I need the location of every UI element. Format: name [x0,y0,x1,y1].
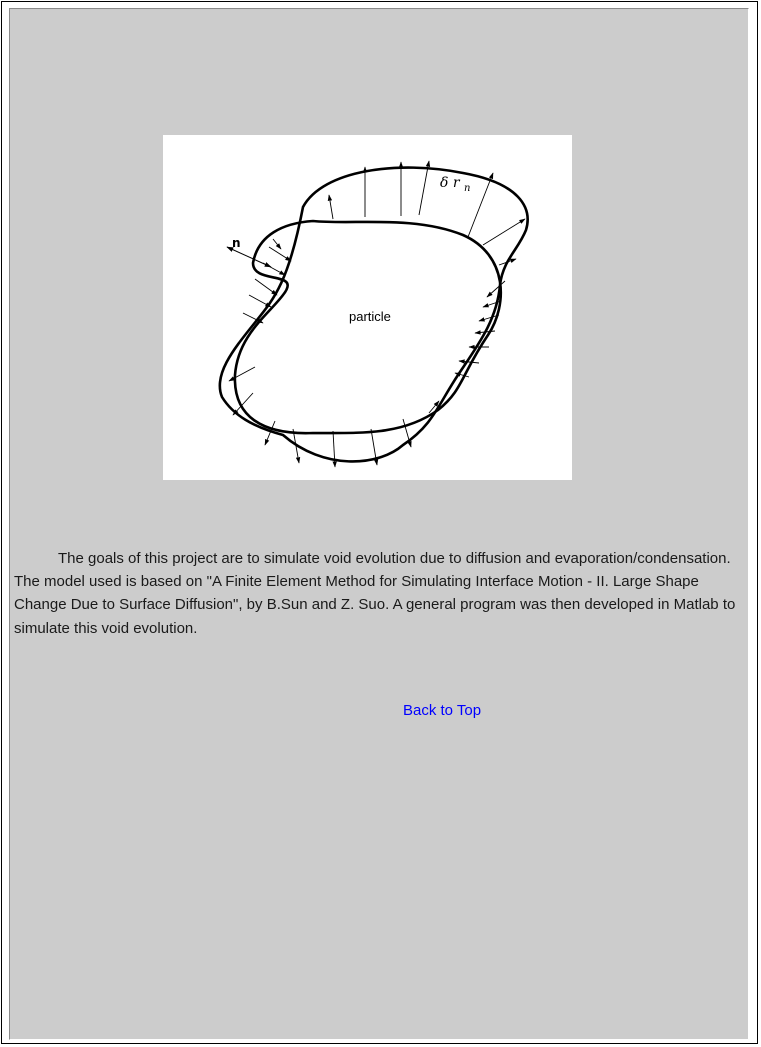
normal-arrow [227,247,271,267]
back-to-top-link[interactable]: Back to Top [403,702,482,719]
normal-label: n [232,236,241,250]
displacement-label [440,175,471,194]
growth-arrows-bottom [229,367,439,467]
displacement-var: r [452,175,460,191]
interface-diagram [163,135,572,480]
interface-motion-figure [163,135,572,480]
displacement-sub: n [464,183,471,194]
intro-paragraph: The goals of this project are to simulate void evolution due to diffusion and evaporation/condensation. The model used is based on "A Finite Element Method for Simulating Interface Motion - II. Large Shape Change Due to Surface Diffusion", by B.Sun and Z. Suo. A general program was then developed in Matlab to simulate this void evolution. [14,550,736,637]
original-particle-outline [235,221,501,433]
particle-label: particle [349,309,391,324]
growth-arrows-top [329,161,525,265]
displacement-symbol: δ [440,175,449,191]
